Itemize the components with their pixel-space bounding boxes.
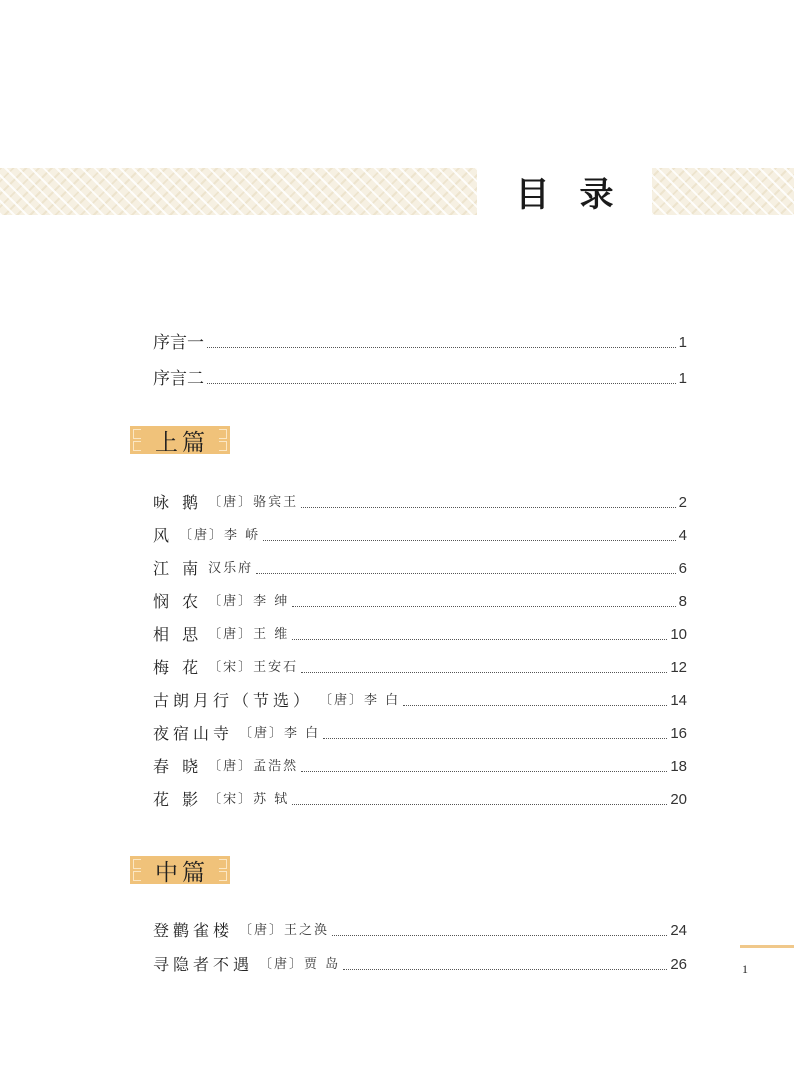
entry-page: 10 [670,626,687,643]
dot-leader [301,671,667,673]
entry-page: 18 [670,758,687,775]
fret-corner-icon [219,441,227,451]
entry-author: 〔唐〕李 峤 [179,528,261,543]
fret-corner-icon [219,859,227,869]
page-number: 1 [742,962,748,976]
toc-entry-preface-1[interactable] [153,331,687,353]
toc-entry[interactable] [153,491,687,513]
dot-leader [263,539,676,541]
dot-leader [323,737,667,739]
entry-author: 〔唐〕李 白 [239,726,321,741]
entry-page: 4 [678,527,687,544]
dot-leader [292,638,667,640]
entry-page: 2 [678,494,687,511]
dot-leader [256,572,676,574]
decorative-fret-band-right [652,168,794,215]
toc-entry[interactable] [153,722,687,744]
toc-entry[interactable] [153,689,687,711]
entry-author: 〔唐〕骆宾王 [208,495,299,510]
entry-title: 风 [153,526,174,545]
entry-page: 26 [670,956,687,973]
entry-author: 〔唐〕李 绅 [208,594,290,609]
dot-leader [343,968,667,970]
section-label: 中篇 [155,859,209,886]
dot-leader [332,934,667,936]
entry-page: 20 [670,791,687,808]
entry-title: 花 影 [153,790,203,809]
entry-page: 12 [670,659,687,676]
fret-corner-icon [133,429,141,439]
toc-entry[interactable] [153,953,687,975]
entry-title: 古朗月行（节选） [153,691,314,710]
entry-page: 16 [670,725,687,742]
fret-corner-icon [133,859,141,869]
entry-page: 8 [678,593,687,610]
entry-title: 相 思 [153,625,203,644]
fret-corner-icon [219,871,227,881]
entry-title: 咏 鹅 [153,493,203,512]
entry-author: 〔宋〕苏 轼 [208,792,290,807]
decorative-fret-band-left [0,168,477,215]
dot-leader [403,704,667,706]
toc-entry[interactable] [153,919,687,941]
section-header-middle [130,856,230,884]
toc-entry[interactable] [153,590,687,612]
entry-page: 6 [678,560,687,577]
dot-leader [301,506,676,508]
toc-entry[interactable] [153,557,687,579]
entry-page: 24 [670,922,687,939]
entry-title: 寻隐者不遇 [153,955,254,974]
toc-entry[interactable] [153,656,687,678]
dot-leader [292,803,667,805]
entry-author: 汉乐府 [208,561,254,576]
entry-title: 梅 花 [153,658,203,677]
fret-corner-icon [133,871,141,881]
entry-title: 序言二 [153,369,204,389]
section-label: 上篇 [155,429,209,456]
dot-leader [207,346,676,348]
entry-title: 夜宿山寺 [153,724,234,743]
toc-entry[interactable] [153,623,687,645]
entry-page: 14 [670,692,687,709]
toc-entry[interactable] [153,755,687,777]
toc-entry-preface-2[interactable] [153,367,687,389]
dot-leader [301,770,667,772]
entry-author: 〔唐〕王 维 [208,627,290,642]
entry-page: 1 [678,334,687,351]
fret-corner-icon [219,429,227,439]
entry-title: 江 南 [153,559,203,578]
footer-rule [740,945,794,948]
toc-entry[interactable] [153,788,687,810]
section-header-upper [130,426,230,454]
entry-author: 〔唐〕李 白 [319,693,401,708]
entry-title: 序言一 [153,333,204,353]
entry-title: 春 晓 [153,757,203,776]
entry-title: 悯 农 [153,592,203,611]
dot-leader [292,605,675,607]
entry-author: 〔唐〕孟浩然 [208,759,299,774]
entry-page: 1 [678,370,687,387]
fret-corner-icon [133,441,141,451]
dot-leader [207,382,676,384]
entry-author: 〔唐〕贾 岛 [259,957,341,972]
page-title: 目录 [515,175,644,215]
entry-author: 〔宋〕王安石 [208,660,299,675]
entry-author: 〔唐〕王之涣 [239,923,330,938]
entry-title: 登鹳雀楼 [153,921,234,940]
toc-entry[interactable] [153,524,687,546]
